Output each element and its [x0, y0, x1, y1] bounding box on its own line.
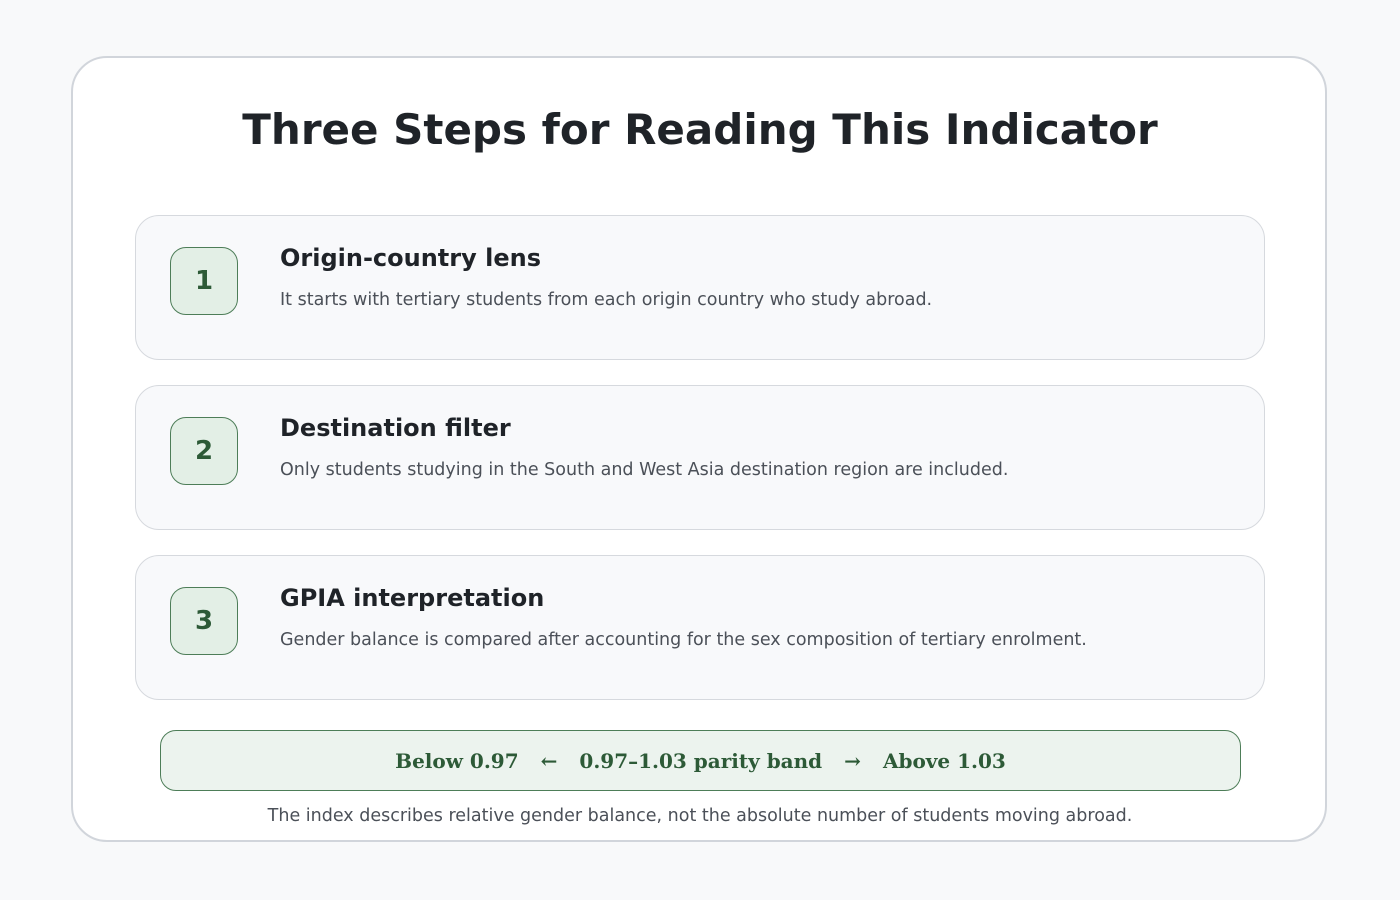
scale-below-label: Below 0.97	[395, 748, 519, 773]
scale-parity-label: 0.97–1.03 parity band	[579, 748, 823, 773]
step-number-badge: 1	[170, 247, 238, 315]
page-title: Three Steps for Reading This Indicator	[242, 105, 1158, 154]
step-heading: Origin-country lens	[280, 244, 541, 272]
step-number-badge: 2	[170, 417, 238, 485]
right-arrow-icon: →	[844, 748, 861, 773]
step-description: Only students studying in the South and West Asia destination region are included.	[280, 460, 1009, 480]
step-card-destination	[135, 385, 1265, 530]
footnote: The index describes relative gender balance, not the absolute number of students moving abroad.	[267, 806, 1133, 826]
step-heading: Destination filter	[280, 414, 511, 442]
left-arrow-icon: ←	[540, 748, 558, 773]
step-card-origin	[135, 215, 1265, 360]
step-description: Gender balance is compared after accounting for the sex composition of tertiary enrolment.	[280, 630, 1087, 650]
step-card-gpia	[135, 555, 1265, 700]
step-heading: GPIA interpretation	[280, 584, 545, 612]
parity-scale-bar	[160, 730, 1241, 791]
scale-above-label: Above 1.03	[882, 748, 1006, 773]
step-number-badge: 3	[170, 587, 238, 655]
step-description: It starts with tertiary students from each origin country who study abroad.	[280, 290, 933, 310]
